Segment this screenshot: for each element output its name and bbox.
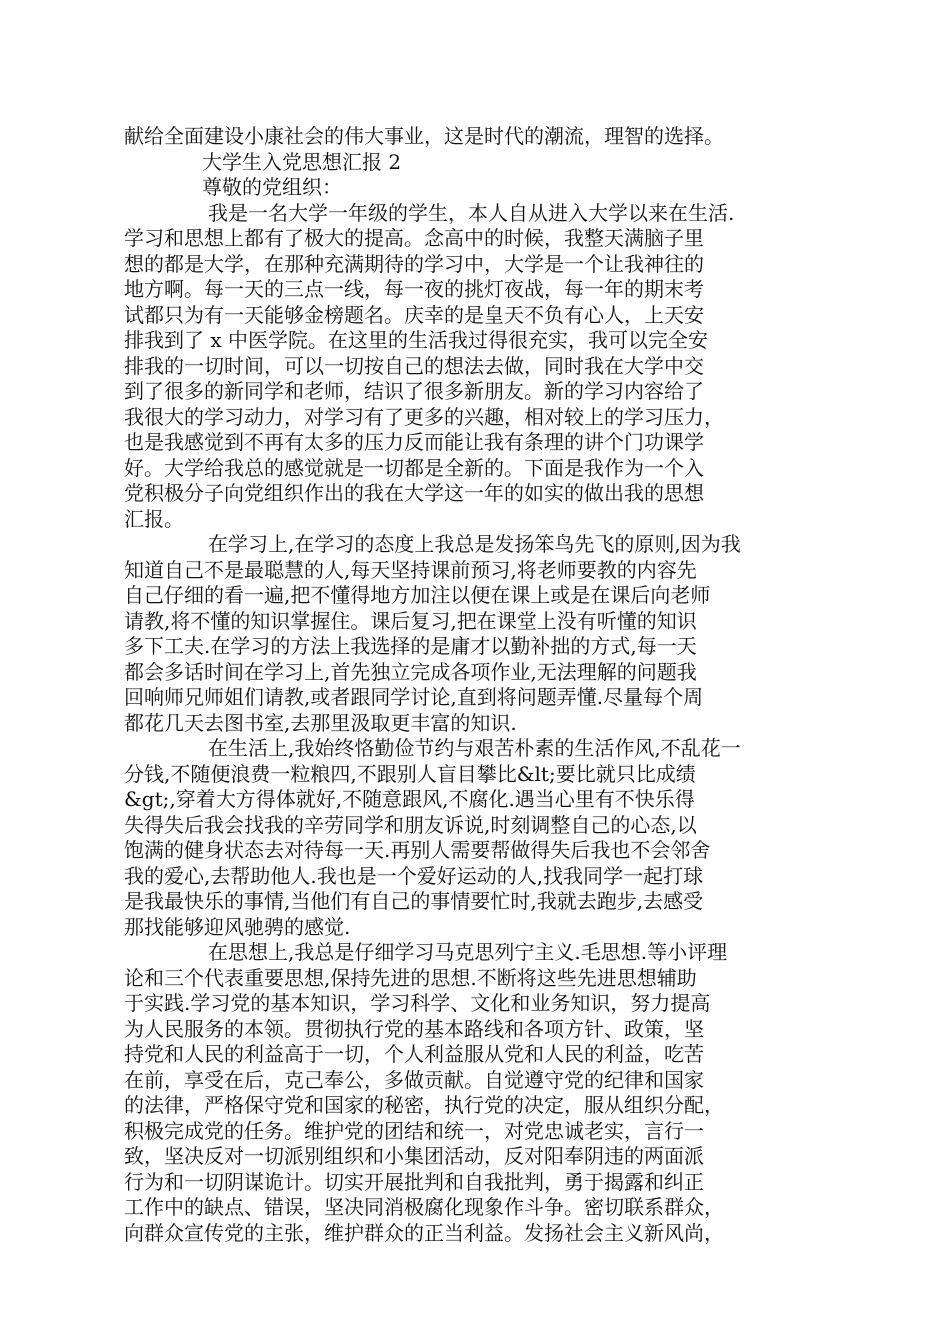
salutation: 尊敬的党组织： [202,175,342,199]
paragraph-line: 是我最快乐的事情,当他们有自己的事情要忙时,我就去跑步,去感受 [124,889,704,913]
document-body [124,124,824,1246]
paragraph-line: 请教,将不懂的知识掌握住。课后复习,把在课堂上没有听懂的知识 [124,608,697,633]
paragraph-line: 学习和思想上都有了极大的提高。念高中的时候，我整天满脑子里 [124,226,704,250]
paragraph-line: 论和三个代表重要思想,保持先进的思想.不断将这些先进思想辅助 [124,965,697,990]
paragraph-line: 行为和一切阴谋诡计。切实开展批判和自我批判，勇于揭露和纠正 [124,1169,704,1194]
paragraph-line: 自己仔细的看一遍,把不懂得地方加注以便在课上或是在课后向老师 [124,583,711,607]
paragraph-line: 持党和人民的利益高于一切，个人利益服从党和人民的利益，吃苦 [124,1042,704,1066]
paragraph-line: 好。大学给我总的感觉就是一切都是全新的。下面是我作为一个入 [124,455,704,480]
paragraph-line: 分钱,不随便浪费一粒粮四,不跟别人盲目攀比&lt;要比就只比成绩 [124,761,696,786]
paragraph-line: 汇报。 [124,506,184,531]
paragraph-line: 在学习上,在学习的态度上我总是发扬笨鸟先飞的原则,因为我 [208,532,741,556]
paragraph-line: 地方啊。每一天的三点一线，每一夜的挑灯夜战，每一年的期末考 [124,277,704,301]
paragraph-line: 都花几天去图书室,去那里汲取更丰富的知识. [124,710,517,735]
paragraph-line: 党积极分子向党组织作出的我在大学这一年的如实的做出我的思想 [124,481,704,505]
paragraph-line: 到了很多的新同学和老师，结识了很多新朋友。新的学习内容给了 [124,379,704,403]
paragraph-line: 在生活上,我始终恪勤俭节约与艰苦朴素的生活作风,不乱花一 [208,736,741,760]
paragraph-line: 致，坚决反对一切派别组织和小集团活动，反对阳奉阴违的两面派 [124,1144,704,1168]
paragraph-line: 在前，享受在后，克己奉公，多做贡献。自觉遵守党的纪律和国家 [124,1067,704,1092]
text-line: 献给全面建设小康社会的伟大事业，这是时代的潮流，理智的选择。 [124,124,724,148]
paragraph-line: 失得失后我会找我的辛劳同学和朋友诉说,时刻调整自己的心态,以 [124,812,697,837]
paragraph-line: 工作中的缺点、错误，坚决同消极腐化现象作斗争。密切联系群众， [124,1195,724,1219]
paragraph-line: 排我的一切时间，可以一切按自己的想法去做，同时我在大学中交 [124,353,704,378]
paragraph-line: 试都只为有一天能够金榜题名。庆幸的是皇天不负有心人，上天安 [124,302,704,327]
paragraph-line: 排我到了 x 中医学院。在这里的生活我过得很充实，我可以完全安 [124,328,708,352]
paragraph-line: 多下工夫.在学习的方法上我选择的是庸才以勤补拙的方式,每一天 [124,634,697,658]
paragraph-line: 回响师兄师姐们请教,或者跟同学讨论,直到将问题弄懂.尽量每个周 [124,685,704,709]
paragraph-line: 饱满的健身状态去对待每一天.再别人需要帮做得失后我也不会邻舍 [124,838,711,862]
paragraph-line: 我很大的学习动力，对学习有了更多的兴趣，相对较上的学习压力， [124,404,724,429]
paragraph-line: &gt;,穿着大方得体就好,不随意跟风,不腐化.遇当心里有不快乐得 [124,787,695,811]
paragraph-line: 于实践.学习党的基本知识，学习科学、文化和业务知识，努力提高 [124,991,711,1015]
paragraph-line: 也是我感觉到不再有太多的压力反而能让我有条理的讲个门功课学 [124,430,704,454]
paragraph-line: 为人民服务的本领。贯彻执行党的基本路线和各项方针、政策，坚 [124,1016,704,1041]
paragraph-line: 我是一名大学一年级的学生，本人自从进入大学以来在生活. [208,200,735,225]
section-title: 大学生入党思想汇报 2 [202,149,402,174]
paragraph-line: 那找能够迎风驰骋的感觉. [124,914,351,939]
paragraph-line: 都会多话时间在学习上,首先独立完成各项作业,无法理解的问题我 [124,659,697,684]
paragraph-line: 想的都是大学，在那种充满期待的学习中，大学是一个让我神往的 [124,251,704,276]
paragraph-line: 的法律，严格保守党和国家的秘密，执行党的决定，服从组织分配， [124,1093,724,1117]
paragraph-line: 知道自己不是最聪慧的人,每天坚持课前预习,将老师要教的内容先 [124,557,697,582]
paragraph-line: 向群众宣传党的主张，维护群众的正当利益。发扬社会主义新风尚， [124,1220,724,1245]
paragraph-line: 在思想上,我总是仔细学习马克思列宁主义.毛思想.等小评理 [208,940,728,964]
paragraph-line: 积极完成党的任务。维护党的团结和统一，对党忠诚老实，言行一 [124,1118,704,1143]
paragraph-line: 我的爱心,去帮助他人.我也是一个爱好运动的人,找我同学一起打球 [124,863,704,888]
